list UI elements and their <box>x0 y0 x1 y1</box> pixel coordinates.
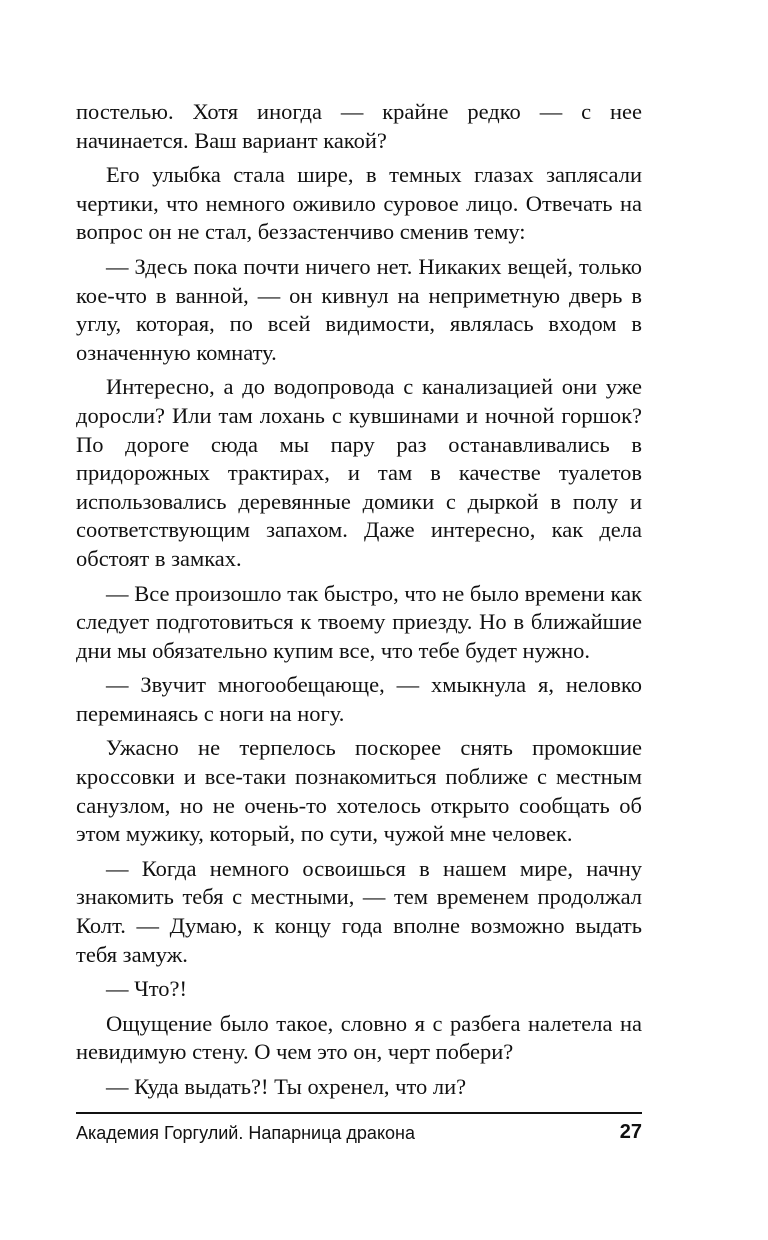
paragraph-5: — Все произошло так быстро, что не было времени как следует подготовиться к твоему приезду. Но в ближайшие дни мы обязательно купим все, что тебе будет нужно. <box>76 580 642 663</box>
paragraph-10: Ощущение было такое, словно я с разбега налетела на невидимую стену. О чем это он, черт побери? <box>76 1010 642 1065</box>
paragraph-4: Интересно, а до водопровода с канализацией они уже доросли? Или там лохань с кувшинами и ночной горшок? По дороге сюда мы пару раз останавливались в придорожных трактирах, и там в качестве туалетов использовались деревянные домики с дыркой в полу и соответствующим запахом. Даже интересно, как дела обстоят в замках. <box>76 374 642 571</box>
paragraph-9: — Что?! <box>106 976 188 1002</box>
paragraph-8: — Когда немного освоишься в нашем мире, начну знакомить тебя с местными, — тем временем продолжал Колт. — Думаю, к концу года вполне возможно выдать тебя замуж. <box>76 855 642 967</box>
paragraph-11: — Куда выдать?! Ты охренел, что ли? <box>106 1074 467 1099</box>
paragraph-3: — Здесь пока почти ничего нет. Никаких вещей, только кое-что в ванной, — он кивнул на неприметную дверь в углу, которая, по всей видимости, являлась входом в означенную комнату. <box>76 253 642 365</box>
footer-divider <box>76 1112 642 1114</box>
body-text <box>76 98 642 1102</box>
running-footer-title: Академия Горгулий. Напарница дракона <box>76 1123 415 1143</box>
page-number: 27 <box>619 1121 642 1143</box>
paragraph-6: — Звучит многообещающе, — хмыкнула я, неловко переминаясь с ноги на ногу. <box>76 672 642 726</box>
paragraph-1: постелью. Хотя иногда — крайне редко — с нее начинается. Ваш вариант какой? <box>76 99 642 153</box>
paragraph-7: Ужасно не терпелось поскорее снять промокшие кроссовки и все-таки познакомиться поближе с местным санузлом, но не очень-то хотелось открыто сообщать об этом мужику, который, по сути, чужой мне человек. <box>76 735 642 847</box>
paragraph-2: Его улыбка стала шире, в темных глазах заплясали чертики, что немного оживило суровое лицо. Отвечать на вопрос он не стал, беззастенчиво сменив тему: <box>76 162 642 245</box>
